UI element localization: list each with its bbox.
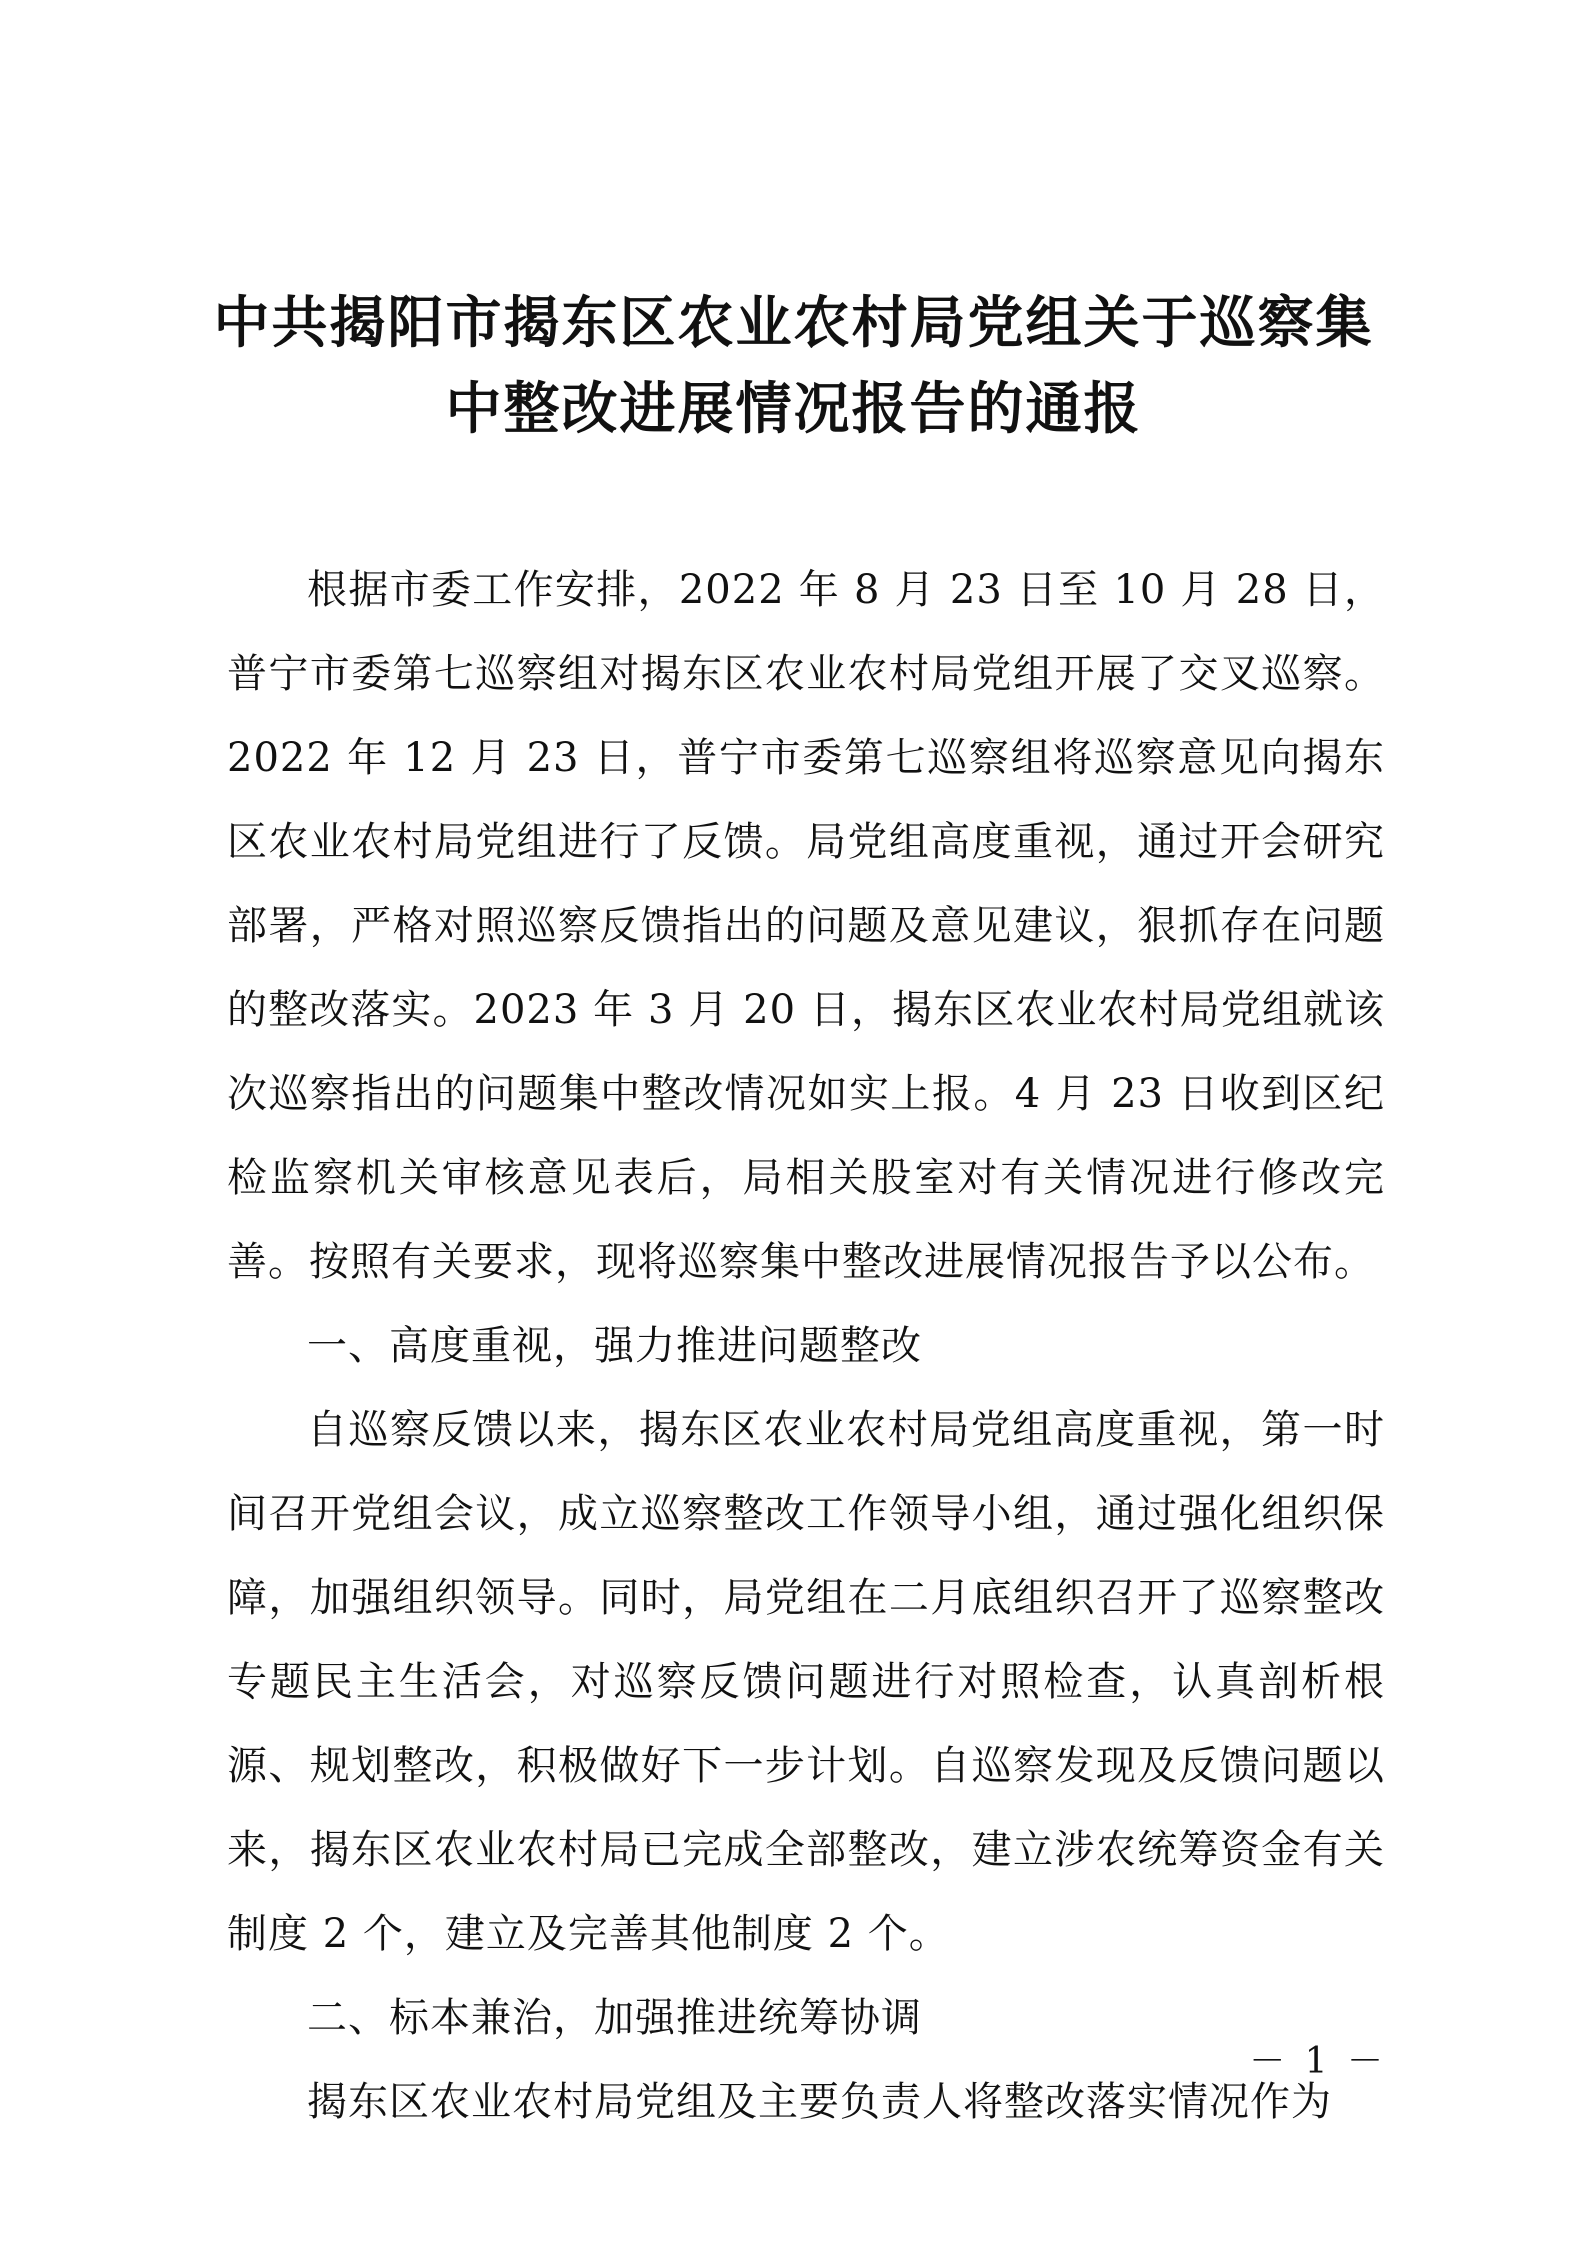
title-line-2: 中整改进展情况报告的通报 [445,376,1142,442]
section-2-heading: 二、标本兼治，加强推进统筹协调 [307,1995,922,2041]
section-1-paragraph: 自巡察反馈以来，揭东区农业农村局党组高度重视，第一时间召开党组会议，成立巡察整改工作领导小组，通过强化组织保障，加强组织领导。同时，局党组在二月底组织召开了巡察整改专题民主生活会，对巡察反馈问题进行对照检查，认真剖析根源、规划整改，积极做好下一步计划。自巡察发现及反馈问题以来，揭东区农业农村局已完成全部整改，建立涉农统筹资金有关制度 2 个，建立及完善其他制度 2 个。 [227,1407,1385,1957]
section-1-heading: 一、高度重视，强力推进问题整改 [307,1323,922,1369]
intro-paragraph: 根据市委工作安排，2022 年 8 月 23 日至 10 月 28 日，普宁市委第七巡察组对揭东区农业农村局党组开展了交叉巡察。2022 年 12 月 23 日，普宁市委第七巡察组将巡察意见向揭东区农业农村局党组进行了反馈。局党组高度重视，通过开会研究部署，严格对照巡察反馈指出的问题及意见建议，狠抓存在问题的整改落实。2023 年 3 月 20 日，揭东区农业农村局党组就该次巡察指出的问题集中整改情况如实上报。4 月 23 日收到区纪检监察机关审核意见表后，局相关股室对有关情况进行修改完善。按照有关要求，现将巡察集中整改进展情况报告予以公布。 [227,567,1385,1285]
document-body [227,548,1385,2144]
title-line-1: 中共揭阳市揭东区农业农村局党组关于巡察集 [213,290,1374,356]
page-number: － 1 － [1249,2041,1387,2082]
document-title [200,280,1387,452]
section-2-paragraph: 揭东区农业农村局党组及主要负责人将整改落实情况作为 [307,2079,1332,2125]
